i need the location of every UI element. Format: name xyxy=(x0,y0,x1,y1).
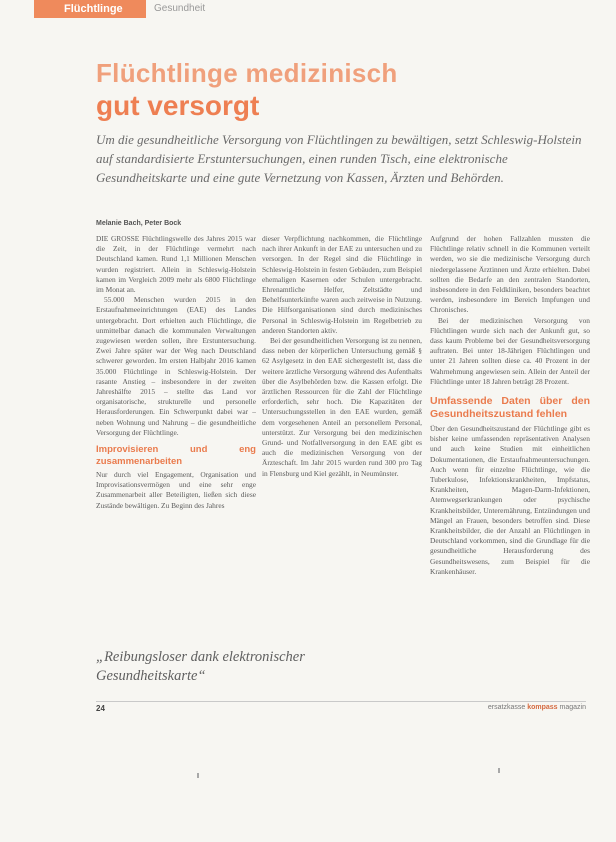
article-authors: Melanie Bach, Peter Bock xyxy=(96,220,182,227)
brand-prefix: ersatzkasse xyxy=(487,704,526,711)
paragraph: 55.000 Menschen wurden 2015 in den Erstaufnahmeeinrichtungen (EAE) des Landes untergebracht. Dort erhielten auch Flüchtlinge, die unmittelbar danach die kommunalen Verwaltungen zugewiesen werden sollen, ihre Erstuntersuchung. Zwei Jahre später war der Weg nach Deutschland schwerer geworden. Im ersten Halbjahr 2016 kamen 35.000 Flüchtlinge in Schleswig-Holstein. Der rasante Anstieg – insbesondere in der zweiten Jahreshälfte 2015 – stellte das Land vor organisatorische, strukturelle und personelle Herausforderungen. Ein Schwerpunkt dabei war – neben Wohnung und Nahrung – die gesundheitliche Versorgung der Flüchtlinge. xyxy=(96,295,256,437)
scan-speck xyxy=(498,768,500,773)
paragraph: Aufgrund der hohen Fallzahlen mussten die Flüchtlinge relativ schnell in die Kommunen verteilt werden, wo sie die medizinische Versorgung durch niedergelassene Ärztinnen und Ärzte erhielten. Dabei sollten die Bedarfe an den zentralen Standorten, insbesondere in den Feldkliniken, besonders beachtet werden, insbesondere im Bereich Impfungen und Chronisches. xyxy=(430,234,590,315)
section-tab[interactable]: Flüchtlinge xyxy=(34,0,146,18)
text-column-3 xyxy=(430,234,590,577)
pull-quote: „Reibungsloser dank elektronischer Gesundheitskarte“ xyxy=(96,649,305,684)
paragraph: Bei der medizinischen Versorgung von Flüchtlingen wurde sich nach der Ankunft gut, so dass kaum Probleme bei der Gesundheitsversorgung auftraten. Bei unter 18-Jährigen Flüchtlingen und unter 21 Jahren sollten diese ca. 40 Prozent in der Wahrnehmung angewiesen sein. Allein der Anteil der Flüchtlinge unter 18 Jahren beträgt 28 Prozent. xyxy=(430,315,590,386)
subheading: Improvisieren und eng zusammenarbeiten xyxy=(96,444,256,467)
page-number: 24 xyxy=(96,704,105,713)
paragraph: Nur durch viel Engagement, Organisation und Improvisationsvermögen und eine sehr enge Zusammenarbeit aller Beteiligten, ließen sich diese Zustände bewältigen. Zu Beginn des Jahres xyxy=(96,470,256,510)
brand-name: kompass xyxy=(527,704,558,711)
paragraph: dieser Verpflichtung nachkommen, die Flüchtlinge nach ihrer Ankunft in der EAE zu untersuchen und zu versorgen. In der Regel sind die Flüchtlinge in Schleswig-Holstein in festen Gebäuden, zum Beispiel ehemaligen Kasernen oder Schulen untergebracht. Ehrenamtliche Helfer, Zeltstädte und Behelfsunterkünfte waren auch zeitweise in Nutzung. Die Hilfsorganisationen sind durch medizinisches Personal in Schleswig-Holstein im Regelbetrieb zu anderen Standorten aktiv. xyxy=(262,234,422,335)
scan-speck xyxy=(197,773,199,778)
article-lead: Um die gesundheitliche Versorgung von Flüchtlingen zu bewältigen, setzt Schleswig-Holstein auf standardisierte Erstuntersuchungen, einen runden Tisch, eine elektronische Gesundheitskarte und eine gute Vernetzung von Kassen, Ärzten und Behörden. xyxy=(96,132,582,185)
paragraph: Über den Gesundheitszustand der Flüchtlinge gibt es bisher keine umfassenden repräsentativen Analysen und auch keine Studien mit einheitlichen Dokumentationen, die Erstaufnahmeuntersuchungen. Auch wenn für einzelne Flüchtlinge, wie die Tuberkulose, Infektionskrankheiten, Impfstatus, Krankheiten, Magen-Darm-Infektionen, Atemwegserkrankungen oder psychische Krankheitsbilder, Unterernährung, Entzündungen und Mängel an Frauen, besonders betroffen sind. Diese Krankheitsbilder, die der Anzahl an Flüchtlingen in Deutschland vorkommen, sind die Grundlage für die gesundheitliche Herausforderung des Gesundheitswesens, zum Beispiel für die Krankenhäuser. xyxy=(430,424,590,576)
text-column-1 xyxy=(96,234,256,511)
text-column-2 xyxy=(262,234,422,479)
footer-divider xyxy=(96,701,586,702)
article-title-line2: gut versorgt xyxy=(96,90,260,121)
paragraph: DIE GROSSE Flüchtlingswelle des Jahres 2015 war die Zeit, in der Flüchtlinge vermehrt nach Deutschland kamen. Rund 1,1 Millionen Menschen wurden registriert. Allein in Schleswig-Holstein kamen im Vergleich 2009 mehr als 6800 Flüchtlinge im Monat an. xyxy=(96,234,256,295)
paragraph: Bei der gesundheitlichen Versorgung ist zu nennen, dass neben der körperlichen Untersuchung gemäß § 62 Asylgesetz in den EAE sichergestellt ist, dass die weitere ärztliche Versorgung während des Aufenthalts über die Asylbehörden bzw. die Kassen erfolgt. Die ärztlichen Ressourcen für die Zahl der Flüchtlinge erforderlich, sehr hoch. Die Kapazitäten der Untersuchungsstellen in den EAE wurden, gemäß dem vorgesehenen Anteil an personellem Personal, unterstützt. Zur Versorgung bei den medizinischen Grund- und Notfallversorgung in den EAE gibt es auch die medizinischen Versorgung von der Ärzteschaft. Im Jahr 2015 wurden rund 300 pro Tag in Flensburg und Kiel gezählt, in Neumünster. xyxy=(262,336,422,478)
article-title-line1: Flüchtlinge medizinisch xyxy=(96,58,398,88)
footer-brand xyxy=(488,704,586,711)
subheading: Umfassende Daten über den Gesundheitszustand fehlen xyxy=(430,395,590,420)
section-subtitle: Gesundheit xyxy=(154,3,206,14)
brand-suffix: magazin xyxy=(559,704,586,711)
